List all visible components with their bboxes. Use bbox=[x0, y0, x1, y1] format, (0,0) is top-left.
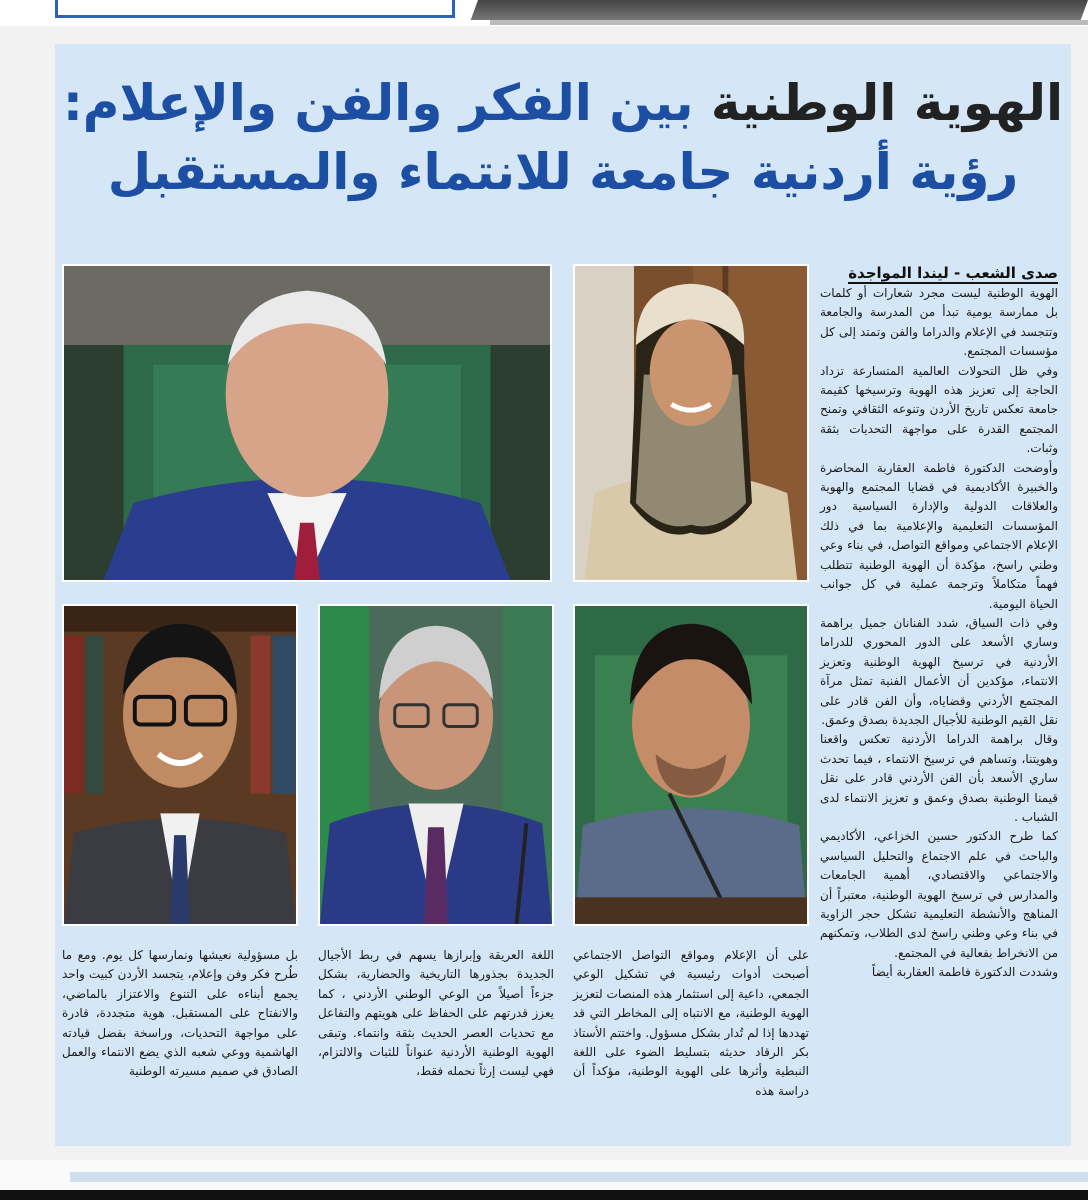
portrait-woman-image bbox=[575, 266, 807, 580]
headline-line-1 bbox=[55, 70, 1071, 136]
top-right-stripe-shadow bbox=[490, 20, 1088, 25]
byline: صدى الشعب - ليندا المواجدة bbox=[848, 264, 1058, 282]
article-right-column bbox=[820, 284, 1058, 983]
page-bottom-border bbox=[0, 1160, 1088, 1200]
top-right-stripe bbox=[471, 0, 1088, 20]
headline bbox=[55, 70, 1071, 208]
bottom-dark-edge bbox=[0, 1190, 1088, 1200]
headline-dark-part: الهوية الوطنية bbox=[710, 74, 1064, 132]
paragraph: كما طرح الدكتور حسين الخزاعي، الأكاديمي والباحث في علم الاجتماع والتحليل السياسي والاجتماعي والاقتصادي، أهمية الجامعات والمدارس في ترسيخ الهوية الوطنية، معتبراً أن المناهج والأنشطة التعليمية تشكل حجر الزاوية في بناء وعي وطني راسخ لدى الطلاب، وتمكنهم من الانخراط بفعالية في المجتمع. bbox=[820, 829, 1058, 960]
article-bottom-column-1 bbox=[573, 946, 809, 1136]
paragraph: وأوضحت الدكتورة فاطمة العقاربة المحاضرة والخبيرة الأكاديمية في قضايا المجتمع والهوية والعلاقات الدولية والإدارة السياسية دور المؤسسات التعليمية والإعلامية بما في ذلك الإعلام الاجتماعي ومواقع التواصل، في بناء وعي وطني راسخ، مؤكدة أن الهوية الوطنية تتطلب فهماً متكاملاً وترجمة عملية في كل جوانب الحياة اليومية. bbox=[820, 460, 1058, 611]
paragraph: بل مسؤولية نعيشها ونمارسها كل يوم. ومع ما طُرح فكر وفن وإعلام، يتجسد الأردن كبيت واحد يجمع أبناءه على التنوع والاعتزاز بالماضي، والانفتاح على المستقبل. هوية متجددة، قادرة على مواجهة التحديات، وراسخة بفضل قيادته الهاشمية ووعي شعبه الذي يضع الانتماء والعمل الصادق في صميم مسيرته الوطنية bbox=[62, 948, 298, 1079]
paragraph: وفي ذات السياق، شدد الفنانان جميل براهمة وساري الأسعد على الدور المحوري للدراما الأردنية في ترسيخ الهوية الوطنية وتعزيز الانتماء، مؤكدين أن الأعمال الفنية تمثل مرآة المجتمع الأردني وقضاياه، وأن الفن قادر على نقل القيم الوطنية للأجيال الجديدة بصدق وعمق. bbox=[820, 615, 1058, 727]
article-bottom-column-2 bbox=[318, 946, 554, 1136]
paragraph: على أن الإعلام ومواقع التواصل الاجتماعي أصبحت أدوات رئيسية في تشكيل الوعي الجمعي، داعية إلى استثمار هذه المنصات لتعزيز الهوية الوطنية، مع الانتباه إلى المخاطر التي قد تهددها إذا لم تُدار بشكل مسؤول. واختتم الأستاذ بكر الرقاد حديثه بتسليط الضوء على اللغة النبطية وأثرها على الهوية الوطنية، مؤكداً أن دراسة هذه bbox=[573, 948, 809, 1098]
page-top-border bbox=[0, 0, 1088, 26]
bottom-cut-text-strip bbox=[70, 1172, 1088, 1182]
portrait-young-man-image bbox=[64, 606, 296, 924]
paragraph: وقال براهمة الدراما الأردنية تعكس واقعنا وهويتنا، وتساهم في ترسيخ الانتماء ، فيما تحدث ساري الأسعد بأن الفن الأردني قادر على نقل قيمنا الوطنية بصدق وعمق و تعزيز الانتماء لدى الشباب . bbox=[820, 732, 1058, 824]
portrait-elderly-man-image bbox=[64, 266, 550, 580]
photo-woman-hijab bbox=[573, 264, 809, 582]
paragraph: وشددت الدكتورة فاطمة العقاربة أيضاً bbox=[871, 965, 1058, 980]
paragraph: الهوية الوطنية ليست مجرد شعارات أو كلمات بل ممارسة يومية تبدأ من المدرسة والجامعة وتتجسد في الإعلام والدراما والفن وتمتد إلى كل مؤسسات المجتمع. bbox=[820, 286, 1058, 359]
article-bottom-column-3 bbox=[62, 946, 298, 1136]
portrait-man-speaking-image bbox=[575, 606, 807, 924]
photo-young-man-glasses bbox=[62, 604, 298, 926]
portrait-man-suit-image bbox=[320, 606, 552, 924]
headline-blue-part: بين الفكر والفن والإعلام: bbox=[62, 74, 694, 132]
photo-elderly-man bbox=[62, 264, 552, 582]
top-left-frame bbox=[55, 0, 455, 18]
paragraph: اللغة العريقة وإبرازها يسهم في ربط الأجيال الجديدة بجذورها التاريخية والحضارية، بشكل جزءاً أصيلاً من الوعي الوطني الأردني ، كما يعزز قدرتهم على الحفاظ على هويتهم والتفاعل مع تحديات العصر الحديث بثقة وانتماء. وتبقى الهوية الوطنية الأردنية عنواناً للثبات والالتزام، فهي ليست إرثاً نحمله فقط، bbox=[318, 948, 554, 1079]
photo-man-microphone bbox=[573, 604, 809, 926]
headline-line-2: رؤية أردنية جامعة للانتماء والمستقبل bbox=[107, 143, 1019, 201]
photo-man-glasses-microphone bbox=[318, 604, 554, 926]
paragraph: وفي ظل التحولات العالمية المتسارعة تزداد الحاجة إلى تعزيز هذه الهوية وترسيخها كقيمة جامعة تعكس تاريخ الأردن وتنوعه الثقافي وتمنح المجتمع القدرة على مواجهة التحديات بثقة وثبات. bbox=[820, 363, 1058, 456]
